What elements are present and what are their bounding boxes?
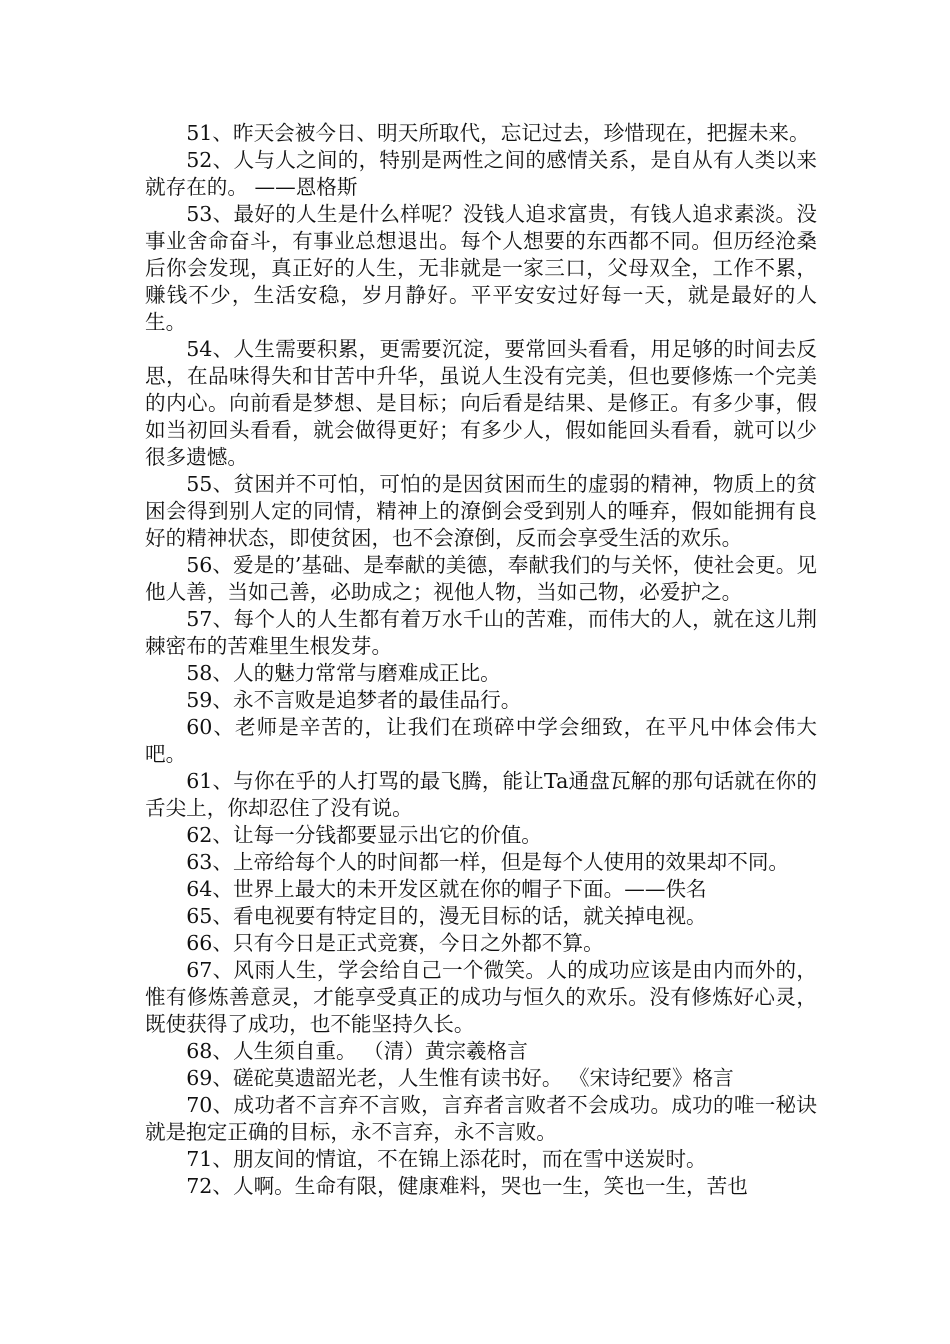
document-body: [145, 120, 817, 1200]
quote-69: 69、磋砣莫遗韶光老，人生惟有读书好。 《宋诗纪要》格言: [186, 1066, 734, 1090]
quote-61: 61、与你在乎的人打骂的最飞腾，能让Ta通盘瓦解的那句话就在你的舌尖上，你却忍住了没有说。: [145, 769, 817, 820]
quote-60: 60、老师是辛苦的，让我们在琐碎中学会细致，在平凡中体会伟大吧。: [145, 715, 817, 766]
quote-56: 56、爱是的’基础、是奉献的美德，奉献我们的与关怀，使社会更。见他人善，当如己善，必助成之；视他人物，当如己物，必爱护之。: [145, 553, 817, 604]
quote-63: 63、上帝给每个人的时间都一样，但是每个人使用的效果却不同。: [186, 850, 790, 874]
quote-72: 72、人啊。生命有限，健康难料，哭也一生，笑也一生，苦也: [186, 1174, 748, 1198]
quote-55: 55、贫困并不可怕，可怕的是因贫困而生的虚弱的精神，物质上的贫困会得到别人定的同情，精神上的潦倒会受到别人的唾弃，假如能拥有良好的精神状态，即使贫困，也不会潦倒，反而会享受生活的欢乐。: [145, 472, 817, 550]
quote-51: 51、昨天会被今日、明天所取代，忘记过去，珍惜现在，把握未来。: [186, 121, 810, 145]
quote-54: 54、人生需要积累，更需要沉淀，要常回头看看，用足够的时间去反思，在品味得失和甘苦中升华，虽说人生没有完美，但也要修炼一个完美的内心。向前看是梦想、是目标；向后看是结果、是修正。有多少事，假如当初回头看看，就会做得更好；有多少人，假如能回头看看，就可以少很多遗憾。: [145, 337, 817, 469]
quote-62: 62、让每一分钱都要显示出它的价值。: [186, 823, 542, 847]
quote-52: 52、人与人之间的，特别是两性之间的感情关系，是自从有人类以来就存在的。 ——恩格斯: [145, 148, 817, 199]
quote-58: 58、人的魅力常常与磨难成正比。: [186, 661, 501, 685]
quote-57: 57、每个人的人生都有着万水千山的苦难，而伟大的人，就在这儿荆棘密布的苦难里生根发芽。: [145, 607, 817, 658]
quote-64: 64、世界上最大的未开发区就在你的帽子下面。——佚名: [186, 877, 707, 901]
quote-67: 67、风雨人生，学会给自己一个微笑。人的成功应该是由内而外的，惟有修炼善意灵，才能享受真正的成功与恒久的欢乐。没有修炼好心灵，既使获得了成功，也不能坚持久长。: [145, 958, 817, 1036]
quote-59: 59、永不言败是追梦者的最佳品行。: [186, 688, 522, 712]
quote-68: 68、人生须自重。 （清）黄宗羲格言: [186, 1039, 528, 1063]
quote-53: 53、最好的人生是什么样呢？没钱人追求富贵，有钱人追求素淡。没事业舍命奋斗，有事业总想退出。每个人想要的东西都不同。但历经沧桑后你会发现，真正好的人生，无非就是一家三口，父母双全，工作不累，赚钱不少，生活安稳，岁月静好。平平安安过好每一天，就是最好的人生。: [145, 202, 817, 334]
quote-65: 65、看电视要有特定目的，漫无目标的话，就关掉电视。: [186, 904, 707, 928]
quote-70: 70、成功者不言弃不言败，言弃者言败者不会成功。成功的唯一秘诀就是抱定正确的目标，永不言弃，永不言败。: [145, 1093, 817, 1144]
quote-71: 71、朋友间的情谊，不在锦上添花时，而在雪中送炭时。: [186, 1147, 707, 1171]
quote-66: 66、只有今日是正式竞赛，今日之外都不算。: [186, 931, 604, 955]
